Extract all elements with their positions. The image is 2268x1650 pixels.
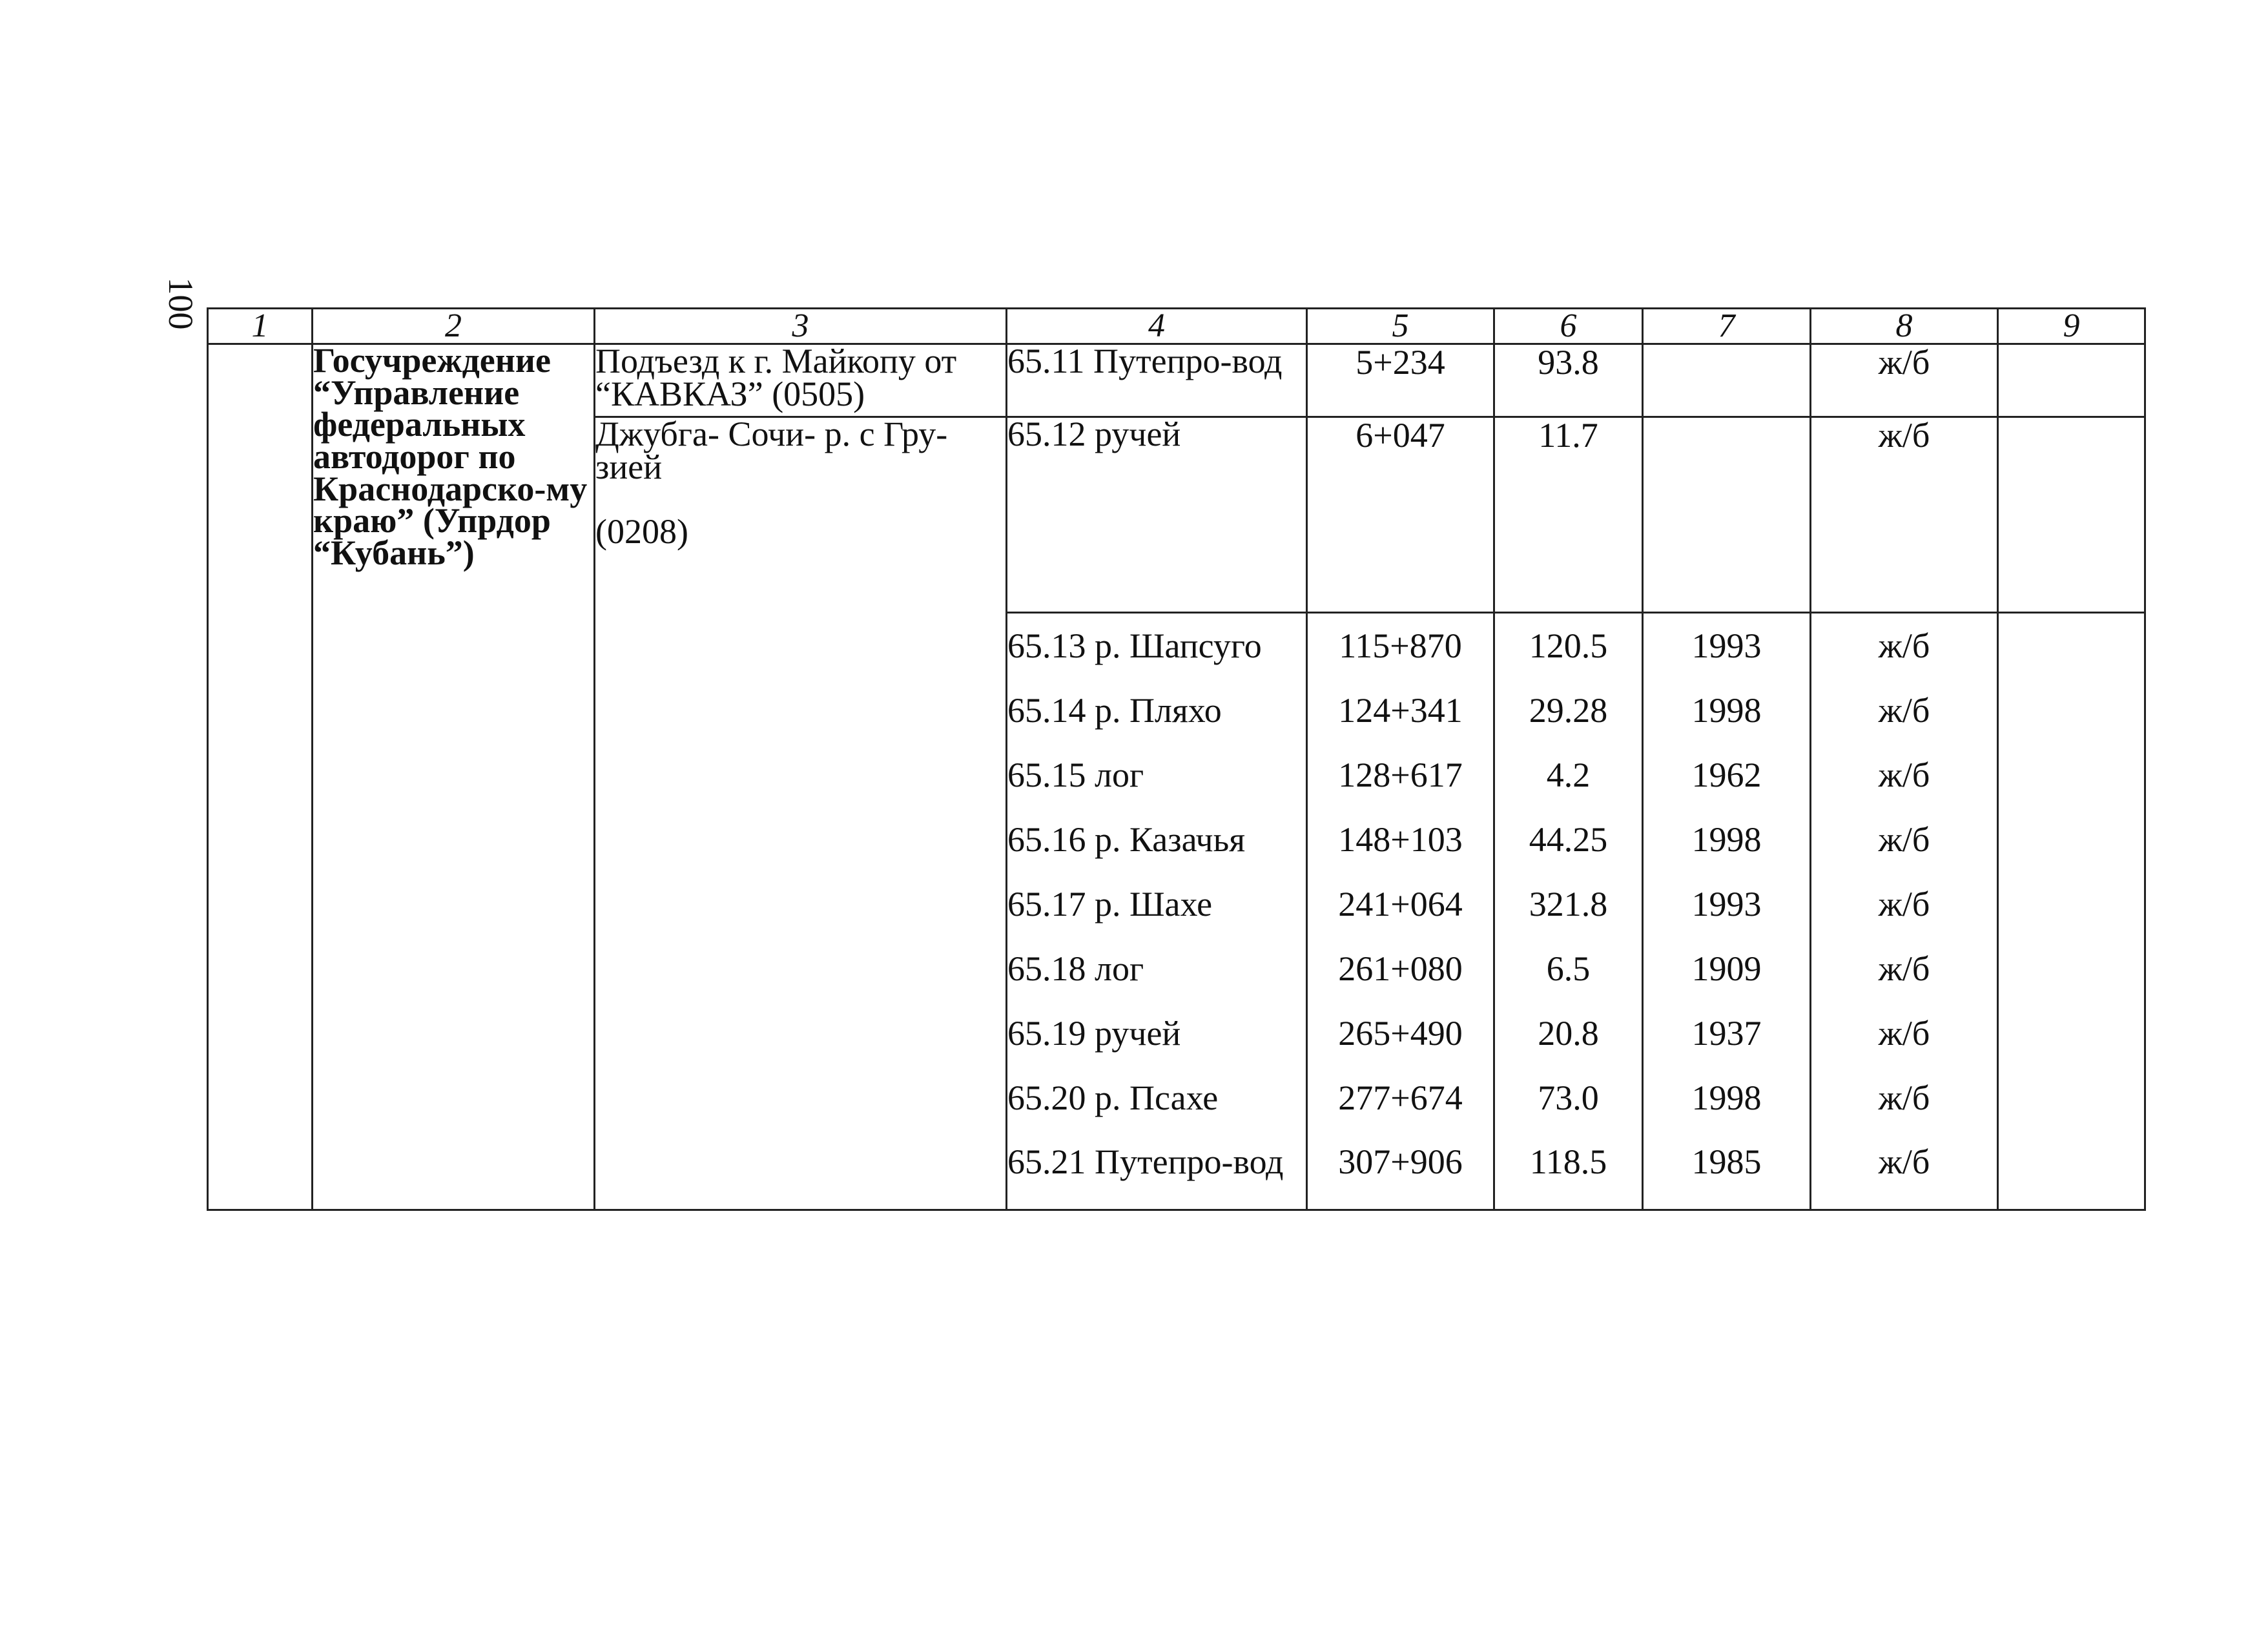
header-col-2: 2 — [313, 309, 595, 344]
road-name: Джубга- Сочи- р. с Гру-зией — [595, 415, 948, 487]
km-cell: 261+080 — [1307, 936, 1494, 1001]
object-cell: 65.20 р. Псахе — [1007, 1066, 1307, 1130]
year-cell: 1993 — [1643, 613, 1811, 679]
km-cell: 128+617 — [1307, 743, 1494, 807]
object-cell: 65.12 ручей — [1007, 417, 1307, 613]
year-cell — [1643, 417, 1811, 613]
year-cell: 1998 — [1643, 807, 1811, 872]
length-cell: 11.7 — [1494, 417, 1643, 613]
table-row — [208, 344, 2145, 417]
km-cell: 6+047 — [1307, 417, 1494, 613]
material-cell: ж/б — [1811, 1001, 1998, 1066]
organization-cell: Госучреждение “Управление федеральных автодорог по Краснодарско-му краю” (Упрдор “Кубань”) — [313, 344, 595, 1210]
material-cell: ж/б — [1811, 344, 1998, 417]
page-number: 100 — [161, 277, 200, 330]
col-1-cell — [208, 344, 313, 1210]
object-cell: 65.15 лог — [1007, 743, 1307, 807]
material-cell: ж/б — [1811, 936, 1998, 1001]
col-9-cell — [1998, 613, 2145, 679]
km-cell: 148+103 — [1307, 807, 1494, 872]
year-cell: 1998 — [1643, 1066, 1811, 1130]
year-cell: 1962 — [1643, 743, 1811, 807]
length-cell: 118.5 — [1494, 1130, 1643, 1210]
header-col-8: 8 — [1811, 309, 1998, 344]
col-9-cell — [1998, 417, 2145, 613]
length-cell: 120.5 — [1494, 613, 1643, 679]
header-col-3: 3 — [595, 309, 1007, 344]
object-cell: 65.17 р. Шахе — [1007, 872, 1307, 936]
col-9-cell — [1998, 872, 2145, 936]
year-cell: 1998 — [1643, 678, 1811, 743]
material-cell: ж/б — [1811, 1066, 1998, 1130]
col-9-cell — [1998, 1066, 2145, 1130]
col-9-cell — [1998, 743, 2145, 807]
header-col-4: 4 — [1007, 309, 1307, 344]
col-9-cell — [1998, 344, 2145, 417]
year-cell: 1909 — [1643, 936, 1811, 1001]
col-9-cell — [1998, 807, 2145, 872]
header-col-6: 6 — [1494, 309, 1643, 344]
length-cell: 6.5 — [1494, 936, 1643, 1001]
object-cell: 65.14 р. Пляхо — [1007, 678, 1307, 743]
km-cell: 277+674 — [1307, 1066, 1494, 1130]
road-code: (0208) — [595, 511, 688, 551]
material-cell: ж/б — [1811, 1130, 1998, 1210]
road-cell-1 — [595, 417, 1007, 1210]
header-col-1: 1 — [208, 309, 313, 344]
km-cell: 115+870 — [1307, 613, 1494, 679]
object-cell: 65.11 Путепро-вод — [1007, 344, 1307, 417]
object-cell: 65.21 Путепро-вод — [1007, 1130, 1307, 1210]
bridges-table — [207, 307, 2146, 1211]
km-cell: 265+490 — [1307, 1001, 1494, 1066]
year-cell: 1993 — [1643, 872, 1811, 936]
header-col-9: 9 — [1998, 309, 2145, 344]
km-cell: 124+341 — [1307, 678, 1494, 743]
header-col-7: 7 — [1643, 309, 1811, 344]
material-cell: ж/б — [1811, 613, 1998, 679]
km-cell: 5+234 — [1307, 344, 1494, 417]
material-cell: ж/б — [1811, 743, 1998, 807]
col-9-cell — [1998, 936, 2145, 1001]
km-cell: 241+064 — [1307, 872, 1494, 936]
header-col-5: 5 — [1307, 309, 1494, 344]
material-cell: ж/б — [1811, 417, 1998, 613]
length-cell: 73.0 — [1494, 1066, 1643, 1130]
road-name: Подъезд к г. Майкопу от “КАВКАЗ” (0505) — [595, 342, 957, 414]
col-9-cell — [1998, 678, 2145, 743]
object-cell: 65.13 р. Шапсуго — [1007, 613, 1307, 679]
object-cell: 65.16 р. Казачья — [1007, 807, 1307, 872]
road-cell-0 — [595, 344, 1007, 417]
material-cell: ж/б — [1811, 872, 1998, 936]
year-cell: 1937 — [1643, 1001, 1811, 1066]
length-cell: 321.8 — [1494, 872, 1643, 936]
col-9-cell — [1998, 1130, 2145, 1210]
year-cell — [1643, 344, 1811, 417]
col-9-cell — [1998, 1001, 2145, 1066]
length-cell: 29.28 — [1494, 678, 1643, 743]
length-cell: 20.8 — [1494, 1001, 1643, 1066]
object-cell: 65.18 лог — [1007, 936, 1307, 1001]
year-cell: 1985 — [1643, 1130, 1811, 1210]
header-row — [208, 309, 2145, 344]
material-cell: ж/б — [1811, 807, 1998, 872]
km-cell: 307+906 — [1307, 1130, 1494, 1210]
length-cell: 44.25 — [1494, 807, 1643, 872]
object-cell: 65.19 ручей — [1007, 1001, 1307, 1066]
length-cell: 93.8 — [1494, 344, 1643, 417]
material-cell: ж/б — [1811, 678, 1998, 743]
length-cell: 4.2 — [1494, 743, 1643, 807]
